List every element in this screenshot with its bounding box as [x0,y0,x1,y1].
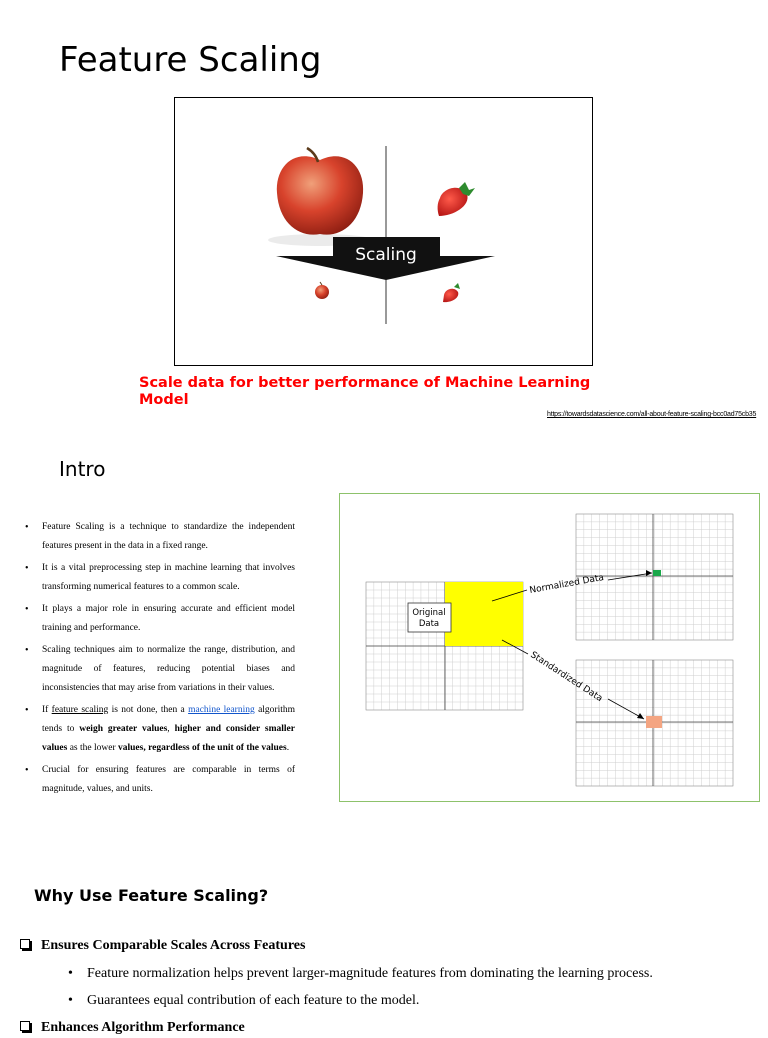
apple-large-icon [268,148,372,246]
why-sub-item: • Feature normalization helps prevent larger-magnitude features from dominating the learning process. [41,960,760,987]
why-list [20,936,760,1038]
apple-small-icon [315,282,329,299]
bold-term: weigh greater values [79,724,168,734]
why-item-title: Ensures Comparable Scales Across Features [41,938,306,953]
hero-illustration [174,97,593,366]
why-sub-item: • Guarantees equal contribution of each feature to the model. [41,987,760,1014]
why-item [20,936,760,1014]
text-run: . [286,743,290,753]
text-run: If [42,705,52,715]
normalized-arrow [608,573,652,580]
checkbox-bullet-icon [20,1021,30,1031]
checkbox-bullet-icon [20,939,30,949]
why-heading: Why Use Feature Scaling? [34,886,269,905]
why-sub-list [41,960,760,1014]
normalized-arrowhead [646,570,652,576]
page-title: Feature Scaling [59,40,322,80]
intro-heading: Intro [59,457,106,481]
intro-item: • Feature Scaling is a technique to standardize the independent features present in the data in a fixed range. [25,518,295,556]
text-run: as the lower [67,743,118,753]
intro-item: • It is a vital preprocessing step in machine learning that involves transforming numerical features to a common scale. [25,559,295,597]
scaling-diagram-svg [340,494,761,803]
intro-item [25,701,295,758]
scaling-diagram [339,493,760,802]
text-run: algorithm tends to [42,705,296,734]
hero-caption: Scale data for better performance of Machine Learning Model [139,375,591,408]
source-link[interactable]: https://towardsdatascience.com/all-about-feature-scaling-bcc0ad75cb35 [547,411,757,418]
intro-item: • Crucial for ensuring features are comparable in terms of magnitude, values, and units. [25,761,295,799]
underlined-term: feature scaling [51,705,109,715]
why-item [20,1018,760,1038]
normalized-data-box [653,570,661,576]
original-data-box [445,582,523,646]
standardized-data-box [646,716,662,728]
bold-term: values, regardless of the unit of the values [118,743,287,753]
original-data-label: Original [412,608,446,618]
intro-list [25,518,295,802]
strawberry-large-icon [438,182,475,216]
strawberry-small-icon [443,283,460,302]
scaling-label: Scaling [355,245,417,265]
intro-item: • Scaling techniques aim to normalize the range, distribution, and magnitude of features, reducing potential biases and inconsistencies that may arise from variations in their values. [25,641,295,698]
why-item-title: Enhances Algorithm Performance [41,1020,245,1035]
normalized-data-label: Normalized Data [528,573,605,596]
text-run: is not done, then a [108,705,189,715]
standardized-data-label: Standardized Data [528,650,605,705]
text-run: , [167,724,175,734]
intro-item: • It plays a major role in ensuring accurate and efficient model training and performance. [25,600,295,638]
bold-term: higher and consider smaller values [42,724,295,753]
machine-learning-link[interactable]: machine learning [188,705,255,715]
original-data-label: Data [418,619,440,629]
scaling-illustration [175,98,593,366]
